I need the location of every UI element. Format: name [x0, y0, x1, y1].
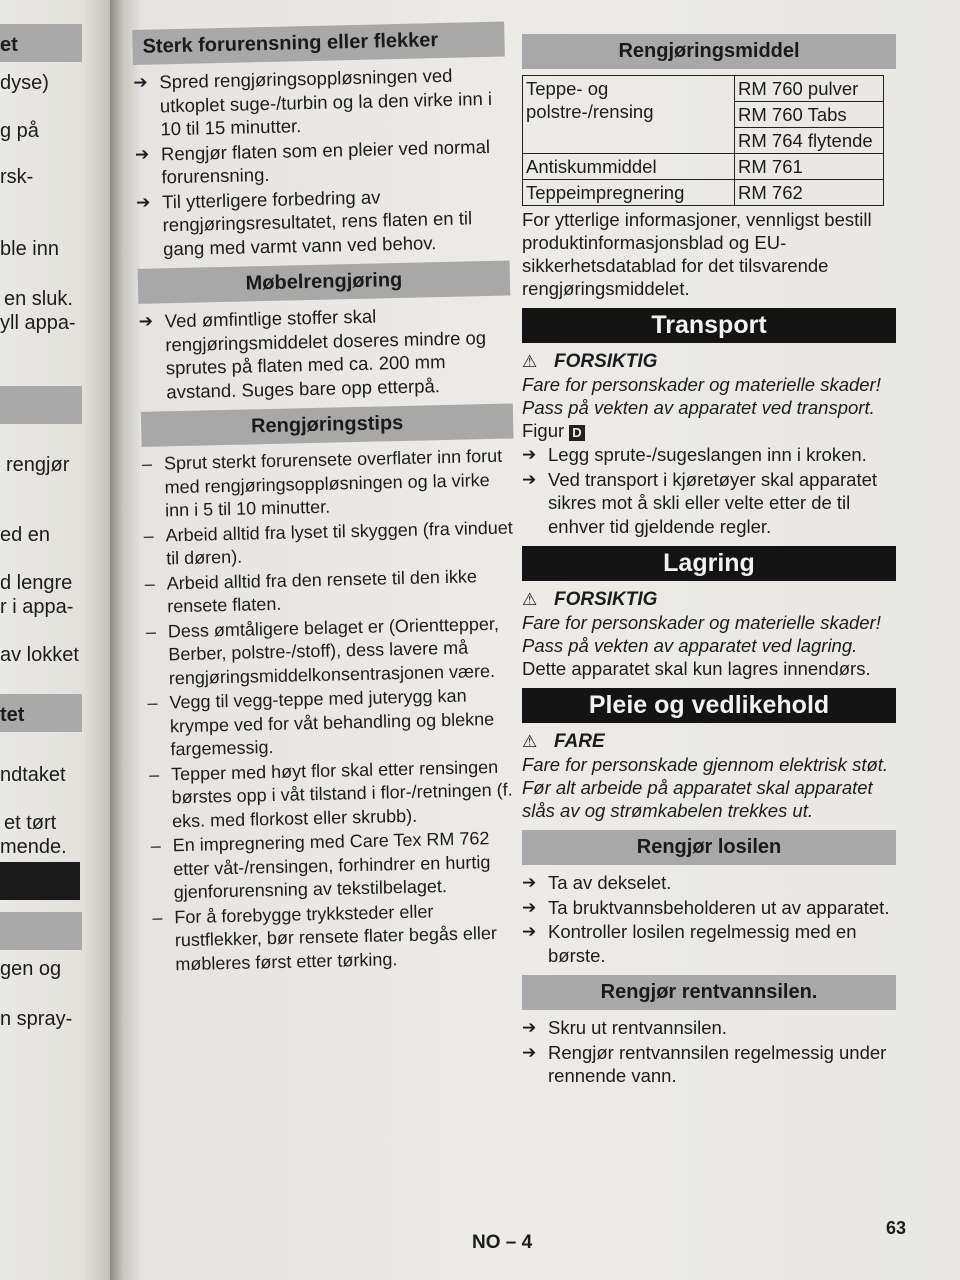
list-item: ➔ Rengjør flaten som en pleier ved normal forurensning.: [135, 134, 508, 189]
detergent-note: For ytterlige informasjoner, vennligst bestill produktinformasjonsblad og EU-sikkerhetsdatablad for det tilsvarende rengjøringsmiddelet.: [522, 209, 872, 299]
arrow-right-icon: ➔: [522, 1018, 537, 1037]
care-danger-text-2: Før alt arbeide på apparatet skal apparatet slås av og strømkabelen trekkes ut.: [522, 777, 873, 821]
left-fragment: ndtaket: [0, 764, 66, 786]
left-heading-bar: [0, 386, 82, 424]
section-page-label: NO – 4: [472, 1232, 533, 1253]
left-fragment: rengjør: [6, 454, 70, 476]
arrow-right-icon: ➔: [522, 1042, 537, 1062]
list-item: ➔ Til ytterligere forbedring av rengjøringsresultatet, rens flaten en til gang med varmt vann ved behov.: [136, 182, 510, 261]
left-fragment: et: [0, 34, 18, 56]
clean-water-filter-heading: Rengjør rentvannsilen.: [522, 975, 896, 1010]
detergent-table: [522, 75, 884, 206]
left-fragment: gen og: [0, 958, 62, 980]
list-item: – For å forebygge trykksteder eller rustflekker, bør rensete flater begås eller møbleres først etter tørking.: [152, 900, 498, 974]
list-item: ➔ Skru ut rentvannsilen.: [522, 1017, 727, 1038]
list-item: – En impregnering med Care Tex RM 762 etter våt-/rensingen, forhindrer en hurtig gjenforurensning av tekstilbelaget.: [150, 828, 491, 903]
left-fragment: ble inn: [0, 238, 59, 260]
arrow-right-icon: ➔: [522, 897, 537, 917]
care-danger-label: ⚠ FARE: [522, 731, 605, 752]
storage-heading: Lagring: [522, 546, 896, 581]
list-item: ➔ Ved ømfintlige stoffer skal rengjøringsmiddelet doseres mindre og sprutes på flaten med ca. 200 mm avstand. Suges bare opp etterpå.: [139, 301, 513, 403]
left-fragment: yll appa-: [0, 312, 76, 334]
arrow-right-icon: ➔: [522, 873, 537, 892]
list-item: ➔ Ta av dekselet.: [522, 872, 672, 893]
table-row: [523, 154, 884, 180]
table-cell: RM 761: [735, 154, 884, 180]
arrow-right-icon: ➔: [522, 922, 537, 941]
warning-triangle-icon: ⚠: [522, 352, 538, 371]
arrow-right-icon: ➔: [135, 192, 151, 212]
clean-water-filter-list: [522, 1016, 896, 1088]
list-item: ➔ Ved transport i kjøretøyer skal apparatet sikres mot å skli eller velte etter de til enhver tid gjeldende regler.: [522, 468, 878, 537]
arrow-right-icon: ➔: [133, 72, 148, 92]
list-item: ➔ Kontroller losilen regelmessig med en børste.: [522, 921, 857, 966]
cleaning-tips-list: [142, 444, 526, 976]
list-item: – Vegg til vegg-teppe med juterygg kan krympe ved for våt behandling og blekne fargemessig.: [147, 685, 495, 760]
care-maintenance-heading: Pleie og vedlikehold: [522, 688, 896, 723]
strong-stain-heading: Sterk forurensning eller flekker: [132, 22, 505, 65]
arrow-right-icon: ➔: [138, 311, 154, 331]
left-fragment: et tørt: [4, 812, 57, 834]
list-item: – Sprut sterkt forurensete overflater inn forut med rengjøringsoppløsningen og la virke inn i 5 til 10 minutter.: [141, 445, 503, 521]
furniture-cleaning-heading: Møbelrengjøring: [138, 260, 511, 303]
table-row: [523, 76, 884, 102]
detergent-heading: Rengjøringsmiddel: [522, 34, 896, 69]
list-item: – Arbeid alltid fra lyset til skyggen (fra vinduet til døren).: [143, 516, 513, 569]
warning-triangle-icon: ⚠: [522, 590, 538, 609]
storage-warning-label: ⚠ FORSIKTIG: [522, 589, 658, 610]
table-cell: RM 760 pulver: [735, 76, 884, 102]
left-fragment: d lengre: [0, 572, 73, 594]
clean-filter-heading: Rengjør losilen: [522, 830, 896, 865]
arrow-right-icon: ➔: [134, 144, 150, 164]
table-cell: Antiskummiddel: [523, 154, 735, 180]
table-cell: RM 764 flytende: [735, 128, 884, 154]
page-number: 63: [886, 1218, 907, 1238]
figure-letter-badge: D: [569, 425, 584, 441]
list-item: ➔ Rengjør rentvannsilen regelmessig under rennende vann.: [522, 1041, 887, 1086]
left-fragment: mende.: [0, 836, 67, 858]
table-cell: Teppeimpregnering: [523, 180, 735, 206]
storage-text: Dette apparatet skal kun lagres innendørs.: [522, 658, 871, 679]
left-fragment: dyse): [0, 72, 49, 94]
arrow-right-icon: ➔: [522, 469, 537, 489]
list-item: – Tepper med høyt flor skal etter rensingen børstes opp i våt tilstand i flor-/retningen (f. eks. med florkost eller skrubb).: [148, 756, 513, 831]
list-item: ➔ Legg sprute-/sugeslangen inn i kroken.: [522, 444, 867, 465]
left-fragment: g på: [0, 120, 39, 142]
transport-warning-label: ⚠ FORSIKTIG: [522, 351, 658, 372]
list-item: ➔ Ta bruktvannsbeholderen ut av apparatet.: [522, 896, 890, 918]
left-fragment: n spray-: [0, 1008, 73, 1030]
storage-warning-text: Fare for personskader og materielle skader! Pass på vekten av apparatet ved lagring.: [522, 612, 881, 656]
table-cell: Teppe- og polstre-/rensing: [523, 76, 735, 154]
transport-warning-text: Fare for personskader og materielle skader! Pass på vekten av apparatet ved transport.: [522, 374, 881, 418]
middle-column: [132, 14, 526, 978]
care-danger-text-1: Fare for personskade gjennom elektrisk støt.: [522, 754, 889, 775]
table-cell: RM 762: [735, 180, 884, 206]
left-fragment: av lokket: [0, 644, 79, 666]
left-fragment: r i appa-: [0, 596, 74, 618]
right-column: [522, 34, 896, 1089]
arrow-right-icon: ➔: [522, 445, 537, 464]
table-cell: RM 760 Tabs: [735, 102, 884, 128]
list-item: ➔ Spred rengjøringsoppløsningen ved utkoplet suge-/turbin og la den virke inn i 10 til 15 minutter.: [133, 63, 507, 142]
warning-triangle-icon: ⚠: [522, 732, 538, 751]
left-fragment: ed en: [0, 524, 51, 546]
table-row: [523, 180, 884, 206]
left-heading-bar: [0, 912, 82, 950]
furniture-cleaning-list: [139, 301, 513, 403]
left-fragment: rsk-: [0, 166, 34, 188]
left-page: [0, 0, 118, 1280]
list-item: – Dess ømtåligere belaget er (Orienttepper, Berber, polstre-/stoff), dess lavere må rengjøringsmiddelkonsentrasjonen være.: [145, 613, 500, 688]
strong-stain-list: [133, 63, 509, 261]
left-heading-bar-dark: [0, 862, 80, 900]
list-item: – Arbeid alltid fra den rensete til den ikke rensete flaten.: [144, 565, 478, 617]
left-fragment: tet: [0, 704, 25, 726]
clean-filter-list: [522, 871, 896, 967]
transport-figure-ref: Figur D: [522, 419, 896, 442]
transport-heading: Transport: [522, 308, 896, 343]
transport-list: [522, 443, 896, 538]
cleaning-tips-heading: Rengjøringstips: [141, 403, 514, 446]
left-fragment: en sluk.: [4, 288, 73, 310]
